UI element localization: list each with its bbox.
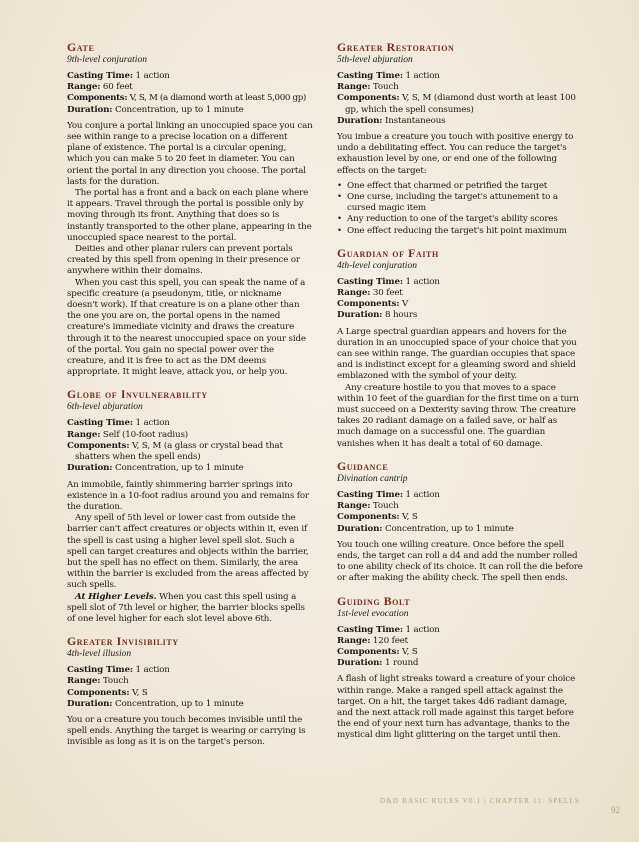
casting-time: [67, 71, 313, 82]
casting-time: [337, 71, 583, 82]
spell-description: [337, 132, 583, 177]
duration: [67, 463, 313, 474]
label: Range:: [67, 676, 101, 687]
list-item: [337, 192, 583, 214]
casting-time: [337, 625, 583, 636]
paragraph: The portal has a front and a back on each plane where it appears. Travel through the portal is possible only by moving through its front. Anything that does so is instantly transported to the other plane, appearing in the unoccupied space nearest to the portal.: [67, 188, 312, 243]
label: Components:: [337, 512, 400, 523]
paragraph: A Large spectral guardian appears and hovers for the duration in an unoccupied space of your choice that you can see within range. The guardian occupies that space and is indistinct except for a gleaming sword and shield emblazoned with the symbol of your deity.: [337, 326, 577, 382]
page-number: 92: [611, 805, 620, 815]
list-item-text: One curse, including the target's attunement to a cursed magic item: [347, 192, 558, 214]
paragraph: When you cast this spell, you can speak the name of a specific creature (a pseudonym, title, or nickname doesn't work). If that creature is on a plane other than the one you are on, the portal opens in the named creature's immediate vicinity and draws the creature through it to the nearest unoccupied space on your side of the portal. You gain no special power over the creature, and it is free to act as the DM deems appropriate. It might leave, attack you, or help you.: [67, 277, 306, 378]
components: [67, 93, 313, 104]
higher-levels: [67, 592, 313, 626]
range: [337, 288, 583, 299]
spell-title: Globe of Invulnerability: [67, 387, 208, 402]
label: Range:: [67, 429, 101, 440]
label: Range:: [337, 288, 371, 299]
value: 1 action: [132, 665, 170, 676]
spell-guidance: [337, 459, 583, 585]
label: Components:: [67, 93, 128, 104]
value: 1 action: [402, 276, 440, 287]
spell-school: 4th-level illusion: [67, 649, 132, 660]
value: 60 feet: [100, 82, 133, 93]
components: [337, 512, 583, 523]
duration: [337, 116, 583, 127]
components: [337, 299, 583, 310]
spell-guardian-of-faith: [337, 246, 583, 450]
spell-greater-invisibility: [67, 634, 313, 748]
list-item-text: Any reduction to one of the target's ability scores: [347, 214, 558, 225]
bullet-icon: •: [337, 192, 342, 203]
duration: [337, 524, 583, 535]
label: Components:: [337, 646, 400, 657]
spell-title: Greater Restoration: [337, 40, 455, 54]
paragraph: A flash of light streaks toward a creature of your choice within range. Make a ranged spell attack against the target. On a hit, the target takes 4d6 radiant damage, and the next attack roll made against this target before the end of your next turn has advantage, thanks to the mystical dim light glittering on the target until then.: [337, 674, 576, 741]
paragraph: Deities and other planar rulers can prevent portals created by this spell from opening in their presence or anywhere within their domains.: [67, 244, 300, 277]
value: V, S: [399, 646, 418, 657]
label: Casting Time:: [67, 418, 133, 429]
label: Casting Time:: [67, 665, 133, 676]
page-footer: D&D BASIC RULES V0.1 | CHAPTER 11: SPELLS: [380, 797, 580, 805]
range: [67, 82, 313, 93]
value: V, S, M (a diamond worth at least 5,000 gp): [127, 93, 306, 104]
spell-description: [337, 540, 583, 585]
value: Concentration, up to 1 minute: [112, 698, 244, 709]
value: V, S: [129, 687, 148, 698]
range: [337, 501, 583, 512]
casting-time: [337, 277, 583, 288]
value: 1 action: [402, 624, 440, 635]
label: Components:: [67, 440, 130, 451]
value: 1 action: [402, 71, 440, 81]
paragraph: An immobile, faintly shimmering barrier springs into existence in a 10-foot radius around you and remains for the duration.: [67, 479, 309, 512]
components: [67, 441, 313, 463]
spell-description: [67, 715, 313, 749]
range: [67, 430, 313, 441]
label: Range:: [337, 501, 371, 512]
casting-time: [67, 418, 313, 429]
label: Duration:: [67, 698, 113, 709]
spell-school: 1st-level evocation: [337, 608, 409, 619]
value: Touch: [370, 82, 399, 93]
value: Concentration, up to 1 minute: [112, 104, 244, 115]
label: Casting Time:: [337, 624, 403, 635]
label: Casting Time:: [67, 71, 133, 81]
spell-title: Greater Invisibility: [67, 634, 179, 649]
paragraph: Any creature hostile to you that moves to a space within 10 feet of the guardian for the first time on a turn must succeed on a Dexterity saving throw. The creature takes 20 radiant damage on a failed save, or half as much damage on a successful one. The guardian vanishes when it has dealt a total of 60 damage.: [337, 382, 579, 449]
label: Range:: [337, 635, 371, 646]
value: Touch: [100, 676, 129, 687]
label: Components:: [337, 299, 400, 310]
range: [67, 676, 313, 687]
label: Casting Time:: [337, 71, 403, 81]
label: Duration:: [67, 463, 113, 474]
duration: [337, 310, 583, 321]
paragraph: Any spell of 5th level or lower cast from outside the barrier can't affect creatures or objects within it, even if the spell is cast using a higher level spell slot. Such a spell can target creatures and objects within the barrier, but the spell has no effect on them. Similarly, the area within the barrier is excluded from the areas affected by such spells.: [67, 513, 309, 591]
list-item-text: One effect reducing the target's hit point maximum: [347, 225, 567, 236]
spell-school: 6th-level abjuration: [67, 402, 143, 413]
list-item: [337, 214, 583, 225]
value: V, S: [399, 512, 418, 523]
spell-description: [337, 674, 583, 741]
value: V, S, M (a glass or crystal bead that shatters when the spell ends): [75, 440, 283, 463]
components: [67, 688, 313, 699]
label: Range:: [67, 82, 101, 93]
paragraph: You touch one willing creature. Once before the spell ends, the target can roll a d4 and add the number rolled to one ability check of its choice. It can roll the die before or after making the ability check. The spell then ends.: [337, 539, 583, 584]
list-item: [337, 226, 583, 237]
value: V: [399, 299, 409, 310]
spell-description: [337, 327, 583, 450]
value: Instantaneous: [382, 115, 446, 126]
spell-school: 4th-level conjuration: [337, 260, 417, 271]
spell-gate: [67, 40, 313, 378]
spell-school: Divination cantrip: [337, 473, 408, 484]
paragraph: You imbue a creature you touch with positive energy to undo a debilitating effect. You can reduce the target's exhaustion level by one, or end one of the following effects on the target:: [337, 132, 574, 176]
label: Duration:: [337, 310, 383, 321]
right-column: [337, 40, 583, 751]
spell-guiding-bolt: [337, 594, 583, 742]
list-item-text: One effect that charmed or petrified the target: [347, 180, 548, 191]
spell-description: [67, 121, 313, 379]
duration: [337, 658, 583, 669]
higher-levels-text: When you cast this spell using a spell slot of 7th level or higher, the barrier blocks spells of one level higher for each slot level above 6th.: [67, 591, 305, 624]
spell-title: Gate: [67, 40, 95, 54]
spell-school: 5th-level abjuration: [337, 55, 413, 65]
range: [337, 636, 583, 647]
label: Casting Time:: [337, 276, 403, 287]
label: Duration:: [337, 115, 383, 126]
spell-description: [67, 480, 313, 626]
effects-list: [337, 181, 583, 237]
value: V, S, M (diamond dust worth at least 100 gp, which the spell consumes): [345, 93, 576, 115]
value: Self (10-foot radius): [100, 429, 189, 440]
paragraph: You or a creature you touch becomes invisible until the spell ends. Anything the target is wearing or carrying is invisible as long as it is on the target's person.: [67, 714, 306, 748]
label: Components:: [337, 93, 400, 104]
value: Touch: [370, 501, 399, 512]
spell-globe-of-invulnerability: [67, 387, 313, 625]
bullet-icon: •: [337, 214, 342, 225]
paragraph: You conjure a portal linking an unoccupied space you can see within range to a precise location on a different plane of existence. The portal is a circular opening, which you can make 5 to 20 feet in diameter. You can orient the portal in any direction you choose. The portal lasts for the duration.: [67, 120, 313, 187]
value: 1 action: [402, 489, 440, 500]
casting-time: [337, 490, 583, 501]
value: Concentration, up to 1 minute: [382, 523, 514, 534]
value: 30 feet: [370, 288, 403, 299]
higher-levels-label: At Higher Levels.: [75, 591, 157, 602]
duration: [67, 699, 313, 710]
spell-greater-restoration: [337, 40, 583, 237]
label: Duration:: [67, 104, 113, 115]
label: Duration:: [337, 658, 383, 669]
bullet-icon: •: [337, 225, 342, 236]
label: Components:: [67, 687, 130, 698]
label: Range:: [337, 82, 371, 93]
spell-title: Guidance: [337, 458, 389, 473]
casting-time: [67, 665, 313, 676]
left-column: [67, 40, 313, 758]
spell-title: Guardian of Faith: [337, 245, 439, 260]
value: 120 feet: [370, 635, 409, 646]
bullet-icon: •: [337, 180, 342, 191]
value: Concentration, up to 1 minute: [112, 463, 244, 474]
duration: [67, 105, 313, 116]
value: 1 round: [382, 658, 419, 669]
value: 1 action: [132, 418, 170, 429]
spell-title: Guiding Bolt: [337, 593, 411, 608]
label: Casting Time:: [337, 489, 403, 500]
spell-school: 9th-level conjuration: [67, 55, 147, 65]
components: [337, 647, 583, 658]
value: 8 hours: [382, 310, 418, 321]
list-item: [337, 181, 583, 192]
value: 1 action: [132, 71, 170, 81]
range: [337, 82, 583, 93]
label: Duration:: [337, 523, 383, 534]
components: [337, 93, 583, 115]
